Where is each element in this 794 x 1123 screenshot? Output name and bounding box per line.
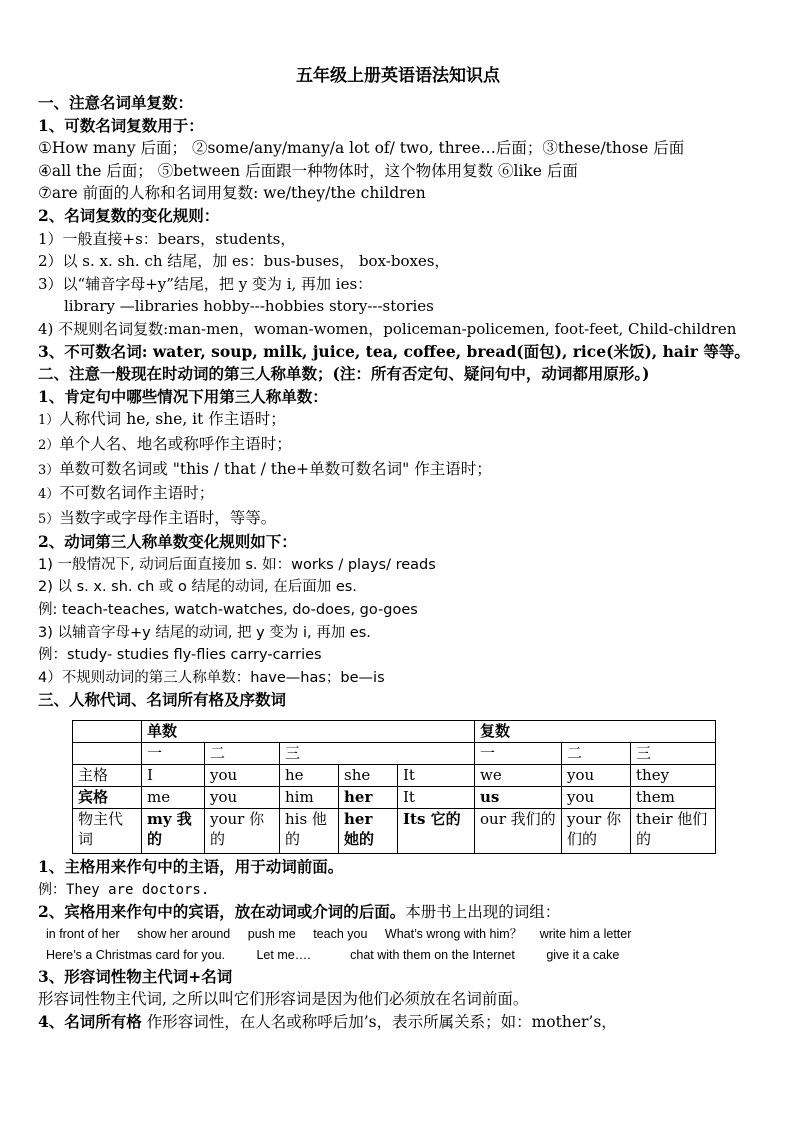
table-cell: your 你们的	[562, 809, 631, 854]
possessive-adjective-heading: 3、形容词性物主代词+名词	[38, 966, 233, 986]
object-examples-row	[38, 924, 758, 945]
person-header: 二	[562, 743, 631, 765]
table-cell: she	[339, 765, 398, 787]
third-person-rule-line: 3) 以辅音字母+y 结尾的动词, 把 y 变为 i, 再加 es.	[38, 624, 371, 641]
third-person-rules-heading: 2、动词第三人称单数变化规则如下：	[38, 532, 297, 552]
table-cell: It	[398, 765, 475, 787]
person-header: 一	[475, 743, 562, 765]
third-person-case-line: 4）不可数名词作主语时；	[38, 484, 215, 503]
person-header: 三	[631, 743, 716, 765]
table-cell: It	[398, 787, 475, 809]
noun-possessive-line	[38, 1011, 758, 1034]
example-phrase: teach you	[313, 926, 368, 941]
example-phrase: Let me….	[256, 947, 311, 962]
object-case-heading: 2、宾格用来作句中的宾语，放在动词或介词的后面。	[38, 902, 406, 922]
table-cell: Its 它的	[398, 809, 475, 854]
section-2-heading: 二、注意一般现在时动词的第三人称单数；(注：所有否定句、疑问句中，动词都用原形。)	[38, 364, 650, 384]
table-cell: they	[631, 765, 716, 787]
table-cell: her 她的	[339, 809, 398, 854]
row-label: 宾格	[73, 787, 142, 809]
person-header: 二	[205, 743, 280, 765]
table-cell: us	[475, 787, 562, 809]
example-phrase: Here’s a Christmas card for you.	[46, 947, 225, 962]
table-cell: me	[142, 787, 205, 809]
table-cell: you	[205, 765, 280, 787]
singular-header: 单数	[142, 721, 475, 743]
example-phrase: show her around	[137, 926, 231, 941]
third-person-rule-line: 2) 以 s. x. sh. ch 或 o 结尾的动词, 在后面加 es.	[38, 579, 357, 596]
table-cell: we	[475, 765, 562, 787]
plural-header: 复数	[475, 721, 716, 743]
table-cell: I	[142, 765, 205, 787]
object-case-tail: 本册书上出现的词组：	[405, 903, 561, 922]
page-title: 五年级上册英语语法知识点	[296, 66, 500, 86]
section-1-heading: 一、注意名词单复数：	[38, 93, 194, 112]
table-cell: you	[205, 787, 280, 809]
uncountable-nouns-line: 3、不可数名词: water, soup, milk, juice, tea, coffee, bread(面包), rice(米饭), hair 等等。	[38, 341, 750, 361]
plural-rule-line: 1）一般直接+s：bears，students，	[38, 229, 296, 248]
plural-rule-line: 2）以 s. x. sh. ch 结尾，加 es：bus-buses， box-boxes，	[38, 252, 450, 271]
table-cell: you	[562, 765, 631, 787]
row-label: 主格	[73, 765, 142, 787]
plural-usage-heading: 1、可数名词复数用于：	[38, 115, 204, 135]
plural-usage-line: ④all the 后面； ⑤between 后面跟一种物体时，这个物体用复数 ⑥like 后面	[38, 161, 578, 180]
third-person-cases-heading: 1、肯定句中哪些情况下用第三人称单数：	[38, 386, 328, 406]
third-person-rule-line: 例：study- studies fly-flies carry-carries	[38, 647, 322, 664]
third-person-rule-line: 1) 一般情况下, 动词后面直接加 s. 如：works / plays/ reads	[38, 556, 436, 573]
object-case-line	[38, 901, 758, 924]
noun-possessive-heading: 4、名词所有格	[38, 1012, 142, 1031]
example-phrase: write him a letter	[539, 926, 632, 941]
example-phrase: What’s wrong with him？	[384, 926, 523, 941]
example-phrase: give it a cake	[546, 947, 620, 962]
person-header: 三	[280, 743, 475, 765]
third-person-case-line: 3）单数可数名词或 "this / that / the+单数可数名词" 作主语时；	[38, 459, 492, 478]
subject-case-example: 例：They are doctors.	[38, 881, 210, 898]
example-phrase: push me	[247, 926, 296, 941]
third-person-rule-line: 例: teach-teaches, watch-watches, do-does, go-goes	[38, 602, 418, 619]
third-person-case-line: 1）人称代词 he, she, it 作主语时；	[38, 410, 286, 429]
object-examples-row	[38, 945, 758, 966]
row-label: 物主代词	[73, 809, 142, 854]
possessive-adjective-line: 形容词性物主代词, 之所以叫它们形容词是因为他们必须放在名词前面。	[38, 990, 529, 1009]
plural-usage-line: ⑦are 前面的人称和名词用复数: we/they/the children	[38, 184, 426, 203]
table-cell: their 他们的	[631, 809, 716, 854]
table-cell: my 我的	[142, 809, 205, 854]
example-phrase: in front of her	[46, 926, 120, 941]
table-cell: he	[280, 765, 339, 787]
plural-rule-line: 4) 不规则名词复数:man-men，woman-women，policeman-policemen, foot-feet, Child-children	[38, 319, 737, 338]
table-cell: your 你的	[205, 809, 280, 854]
example-phrase: chat with them on the Internet	[350, 947, 515, 962]
plural-rule-line: library —libraries hobby---hobbies story---stories	[64, 297, 434, 316]
third-person-case-line: 2）单个人名、地名或称呼作主语时；	[38, 434, 292, 453]
table-cell: our 我们的	[475, 809, 562, 854]
person-header: 一	[142, 743, 205, 765]
pronoun-table	[72, 720, 716, 854]
subject-case-heading: 1、主格用来作句中的主语，用于动词前面。	[38, 857, 344, 877]
table-cell: you	[562, 787, 631, 809]
third-person-case-line: 5）当数字或字母作主语时，等等。	[38, 508, 277, 527]
plural-rules-heading: 2、名词复数的变化规则：	[38, 205, 220, 225]
third-person-rule-line: 4）不规则动词的第三人称单数：have—has；be—is	[38, 669, 385, 686]
table-cell: her	[339, 787, 398, 809]
plural-rule-line: 3）以“辅音字母+y”结尾，把 y 变为 i, 再加 ies：	[38, 274, 373, 293]
plural-usage-line: ①How many 后面； ②some/any/many/a lot of/ two, three…后面；③these/those 后面	[38, 139, 685, 158]
noun-possessive-tail: 作形容词性，在人名或称呼后加’s，表示所属关系；如：mother’s，	[141, 1013, 617, 1031]
table-corner	[73, 721, 142, 743]
table-cell: them	[631, 787, 716, 809]
table-cell: him	[280, 787, 339, 809]
section-3-heading: 三、人称代词、名词所有格及序数词	[38, 690, 287, 710]
table-cell: his 他的	[280, 809, 339, 854]
document-page	[38, 64, 758, 1034]
